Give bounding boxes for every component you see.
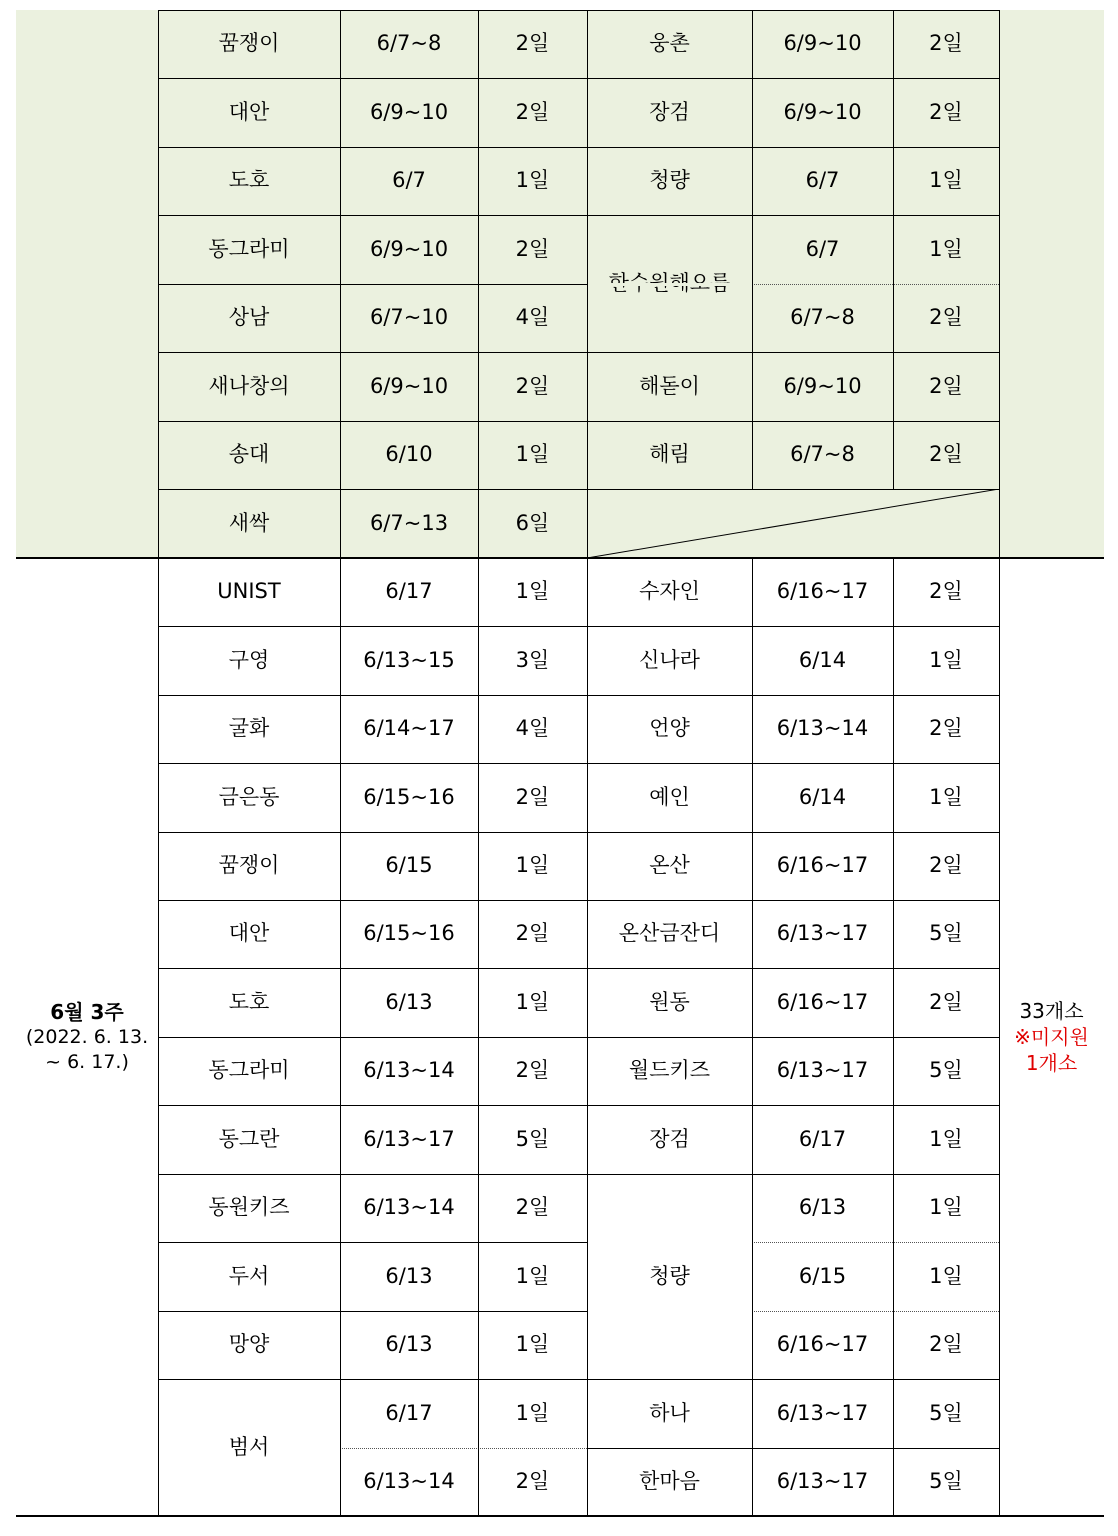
center-name: UNIST (217, 579, 281, 604)
support-date: 6/16~17 (776, 853, 869, 878)
support-days: 2일 (929, 989, 963, 1014)
table-border (340, 10, 341, 558)
support-date: 6/13 (798, 1195, 847, 1220)
table-border (158, 352, 999, 353)
support-date: 6/16~17 (776, 579, 869, 604)
table-border (587, 763, 999, 764)
support-days: 1일 (929, 1126, 963, 1151)
support-days: 2일 (515, 1058, 550, 1083)
support-days: 1일 (515, 1400, 550, 1425)
center-name: 두서 (228, 1263, 270, 1288)
support-date: 6/9~10 (340, 352, 478, 421)
table-border (158, 78, 999, 79)
support-days: 3일 (515, 647, 550, 672)
center-name: 장검 (649, 1126, 690, 1151)
support-date: 6/15~16 (363, 921, 455, 946)
support-days: 1일 (515, 1332, 550, 1357)
table-border (587, 695, 999, 696)
support-date: 6/7 (752, 215, 893, 284)
support-date: 6/9~10 (340, 215, 478, 284)
support-date: 6/13~15 (363, 647, 455, 672)
center-name: 해림 (587, 421, 752, 489)
support-date: 6/17 (798, 1126, 847, 1151)
support-date: 6/7~8 (752, 284, 893, 352)
support-days: 4일 (478, 284, 587, 352)
support-days: 2일 (893, 78, 999, 147)
center-name: 원동 (649, 989, 690, 1014)
support-days: 2일 (478, 10, 587, 78)
week3-label-cell (16, 558, 158, 1516)
table-border (158, 147, 999, 148)
support-date: 6/17 (385, 1400, 433, 1425)
center-name: 꿈쟁이 (218, 853, 280, 878)
table-border (158, 1105, 587, 1106)
support-days: 1일 (929, 647, 963, 672)
center-name: 해돋이 (587, 352, 752, 421)
support-days: 5일 (515, 1126, 550, 1151)
support-date: 6/16~17 (776, 989, 869, 1014)
table-border (158, 695, 587, 696)
support-date: 6/9~10 (752, 352, 893, 421)
support-days: 2일 (893, 10, 999, 78)
table-border (587, 1379, 999, 1380)
table-border (158, 284, 587, 285)
week3-count-cell (999, 558, 1104, 1516)
support-days: 2일 (929, 579, 963, 604)
center-name: 한마음 (639, 1469, 700, 1494)
support-days: 2일 (478, 215, 587, 284)
support-date: 6/9~10 (340, 78, 478, 147)
table-border (752, 10, 753, 489)
table-border (158, 421, 999, 422)
support-days: 2일 (478, 352, 587, 421)
center-name: 웅촌 (587, 10, 752, 78)
center-name: 새나창의 (158, 352, 340, 421)
support-date: 6/13~14 (363, 1195, 455, 1220)
table-border (587, 832, 999, 833)
support-days: 1일 (478, 421, 587, 489)
center-name: 동그라미 (208, 1058, 290, 1083)
table-border (587, 1037, 999, 1038)
center-name: 하나 (649, 1400, 690, 1425)
center-name: 망양 (228, 1332, 270, 1357)
support-date: 6/9~10 (752, 10, 893, 78)
center-name: 대안 (228, 921, 270, 946)
week3-label: 6월 3주 (50, 1000, 124, 1025)
center-name: 예인 (649, 784, 690, 809)
support-days: 4일 (515, 716, 550, 741)
table-border (158, 10, 999, 11)
table-border (587, 900, 999, 901)
support-date: 6/13~17 (776, 1469, 869, 1494)
table-border (587, 1174, 999, 1175)
center-name: 동그란 (218, 1126, 280, 1151)
center-name: 동그라미 (158, 215, 340, 284)
center-name: 신나라 (639, 647, 700, 672)
support-days: 1일 (515, 579, 550, 604)
support-date: 6/7~8 (340, 10, 478, 78)
support-days: 5일 (929, 1400, 963, 1425)
support-days: 1일 (515, 853, 550, 878)
table-border (587, 558, 588, 1516)
support-days: 2일 (893, 352, 999, 421)
center-name: 월드키즈 (628, 1058, 711, 1083)
support-date: 6/13~14 (363, 1469, 455, 1494)
week2-count-cell (999, 10, 1104, 558)
support-date: 6/14~17 (363, 716, 455, 741)
support-days: 2일 (515, 921, 550, 946)
support-date: 6/7 (752, 147, 893, 215)
support-date: 6/16~17 (776, 1332, 869, 1357)
support-days: 5일 (929, 921, 963, 946)
support-date: 6/7~10 (340, 284, 478, 352)
table-border (158, 763, 587, 764)
support-date: 6/13 (385, 989, 433, 1014)
table-border (999, 558, 1000, 1516)
support-days: 2일 (929, 853, 963, 878)
table-border (158, 1311, 587, 1312)
table-border (16, 1515, 1104, 1517)
support-days: 2일 (893, 421, 999, 489)
table-border (587, 1105, 999, 1106)
support-date: 6/13~17 (363, 1126, 455, 1151)
center-name: 언양 (649, 716, 690, 741)
support-days: 1일 (929, 784, 963, 809)
center-name: 송대 (158, 421, 340, 489)
support-days: 5일 (929, 1058, 963, 1083)
support-days: 2일 (515, 1195, 550, 1220)
support-date: 6/13~17 (776, 1400, 869, 1425)
table-border (587, 626, 999, 627)
support-days: 6일 (478, 489, 587, 558)
week3-note-count: 1개소 (1025, 1051, 1078, 1075)
week3-note: ※미지원 (1014, 1025, 1089, 1049)
support-days: 2일 (515, 784, 550, 809)
table-border (893, 558, 894, 1516)
center-name: 수자인 (639, 579, 700, 604)
diagonal-slash (587, 489, 999, 558)
support-date: 6/14 (798, 784, 847, 809)
week2-label-cell (16, 10, 158, 558)
support-date: 6/7~8 (752, 421, 893, 489)
table-border (158, 10, 159, 558)
dotted-divider (752, 1242, 999, 1243)
center-name: 장검 (587, 78, 752, 147)
support-days: 5일 (929, 1469, 963, 1494)
center-name: 굴화 (228, 716, 270, 741)
support-date: 6/9~10 (752, 78, 893, 147)
table-border (158, 558, 159, 1516)
support-days: 1일 (893, 215, 999, 284)
center-name: 대안 (158, 78, 340, 147)
center-name: 청량 (649, 1263, 690, 1288)
support-days: 2일 (515, 1469, 550, 1494)
center-name: 온산금잔디 (618, 921, 721, 946)
support-days: 1일 (893, 147, 999, 215)
support-date: 6/15 (798, 1263, 847, 1288)
center-name: 금은동 (218, 784, 280, 809)
support-date: 6/10 (340, 421, 478, 489)
table-border (158, 832, 587, 833)
center-name: 꿈쟁이 (158, 10, 340, 78)
table-border (158, 215, 999, 216)
table-border (158, 626, 587, 627)
support-date: 6/14 (798, 647, 847, 672)
center-name: 청량 (587, 147, 752, 215)
table-border (16, 557, 1104, 559)
support-days: 1일 (478, 147, 587, 215)
support-days: 2일 (929, 716, 963, 741)
center-name: 범서 (228, 1434, 270, 1459)
table-border (478, 558, 479, 1516)
support-date: 6/13~17 (776, 921, 869, 946)
support-days: 1일 (515, 989, 550, 1014)
table-border (158, 1379, 587, 1380)
table-border (587, 968, 999, 969)
support-date: 6/13~17 (776, 1058, 869, 1083)
center-name: 새싹 (158, 489, 340, 558)
table-border (158, 1242, 587, 1243)
dotted-divider (340, 1448, 587, 1449)
support-date: 6/13~14 (776, 716, 869, 741)
week3-period-end: ~ 6. 17.) (45, 1051, 129, 1073)
support-date: 6/13~14 (363, 1058, 455, 1083)
table-border (158, 900, 587, 901)
support-date: 6/7 (340, 147, 478, 215)
week3-count: 33개소 (1019, 999, 1084, 1023)
support-days: 2일 (929, 1332, 963, 1357)
table-border (158, 1174, 587, 1175)
support-days: 1일 (929, 1195, 963, 1220)
support-days: 2일 (478, 78, 587, 147)
support-date: 6/15 (385, 853, 433, 878)
table-border (893, 10, 894, 489)
dotted-divider (752, 284, 999, 285)
dotted-divider (752, 1311, 999, 1312)
center-name: 도호 (158, 147, 340, 215)
table-border (340, 558, 341, 1516)
support-date: 6/15~16 (363, 784, 455, 809)
support-date: 6/13 (385, 1263, 433, 1288)
center-name: 동원키즈 (208, 1195, 290, 1220)
merge-mask (588, 283, 752, 286)
center-name: 상남 (158, 284, 340, 352)
table-border (752, 558, 753, 1516)
center-name: 도호 (228, 989, 270, 1014)
support-date: 6/13 (385, 1332, 433, 1357)
table-border (587, 1448, 999, 1449)
support-date: 6/7~13 (340, 489, 478, 558)
table-border (158, 1037, 587, 1038)
table-border (999, 10, 1000, 558)
table-border (158, 968, 587, 969)
center-name: 온산 (649, 853, 690, 878)
support-days: 1일 (515, 1263, 550, 1288)
support-days: 2일 (893, 284, 999, 352)
table-border (478, 10, 479, 558)
week3-period-start: (2022. 6. 13. (25, 1026, 149, 1049)
center-name: 구영 (228, 647, 270, 672)
support-days: 1일 (929, 1263, 963, 1288)
support-date: 6/17 (385, 579, 433, 604)
